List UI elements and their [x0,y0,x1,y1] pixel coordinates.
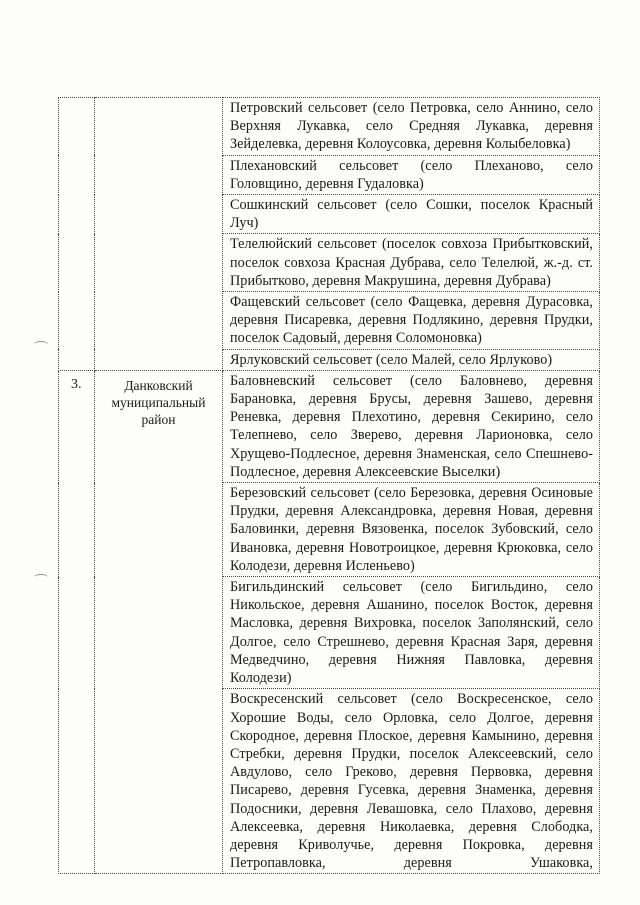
margin-mark [34,341,48,348]
council-cell-yarlukovsky: Ярлуковский сельсовет (село Малей, село Ярлуково) [223,349,600,370]
district-name: Данковский муниципальный район [95,370,223,873]
settlements-table [58,97,600,874]
council-cell-fashchevsky: Фащевский сельсовет (село Фащевка, деревня Дурасовка, деревня Писаревка, деревня Подлякино, деревня Прудки, поселок Садовый, деревня Соломоновка) [223,292,600,350]
district-number: 3. [59,370,95,873]
table-row [59,98,600,156]
council-cell-balovnevsky: Баловневский сельсовет (село Баловнево, деревня Барановка, деревня Брусы, деревня Зашево, деревня Реневка, деревня Плехотино, деревня Секирино, село Телепнево, село Зверево, деревня Ларионовка, село Хрущево-Подлесное, деревня Знаменская, село Спешнево-Подлесное, деревня Алексеевские Выселки) [223,370,600,482]
council-cell-soshkinsky: Сошкинский сельсовет (село Сошки, поселок Красный Луч) [223,195,600,234]
district-cell-empty [95,98,223,371]
margin-mark [34,574,48,581]
table-row [59,370,600,482]
council-cell-bigildinsky: Бигильдинский сельсовет (село Бигильдино, село Никольское, деревня Ашанино, поселок Восток, деревня Масловка, деревня Вихровка, поселок Заполянский, село Долгое, село Стрешнево, деревня Красная Заря, деревня Медведчино, деревня Нижняя Павловка, деревня Колодези) [223,577,600,689]
council-cell-teleluysky: Телелюйский сельсовет (поселок совхоза Прибытковский, поселок совхоза Красная Дубрава, село Телелюй, ж.-д. ст. Прибытково, деревня Макрушина, деревня Дубрава) [223,234,600,292]
number-cell-empty [59,98,95,371]
council-cell-plekhanovsky: Плехановский сельсовет (село Плеханово, село Головщино, деревня Гудаловка) [223,155,600,194]
council-cell-petrovsky: Петровский сельсовет (село Петровка, село Аннино, село Верхняя Лукавка, село Средняя Лукавка, деревня Зейделевка, деревня Колоусовка, деревня Колыбеловка) [223,98,600,156]
council-cell-berezovsky: Березовский сельсовет (село Березовка, деревня Осиновые Прудки, деревня Александровка, деревня Новая, деревня Баловинки, деревня Вязовенка, поселок Зубовский, село Ивановка, деревня Новотроицкое, деревня Крюковка, село Колодези, деревня Исленьево) [223,483,600,577]
council-cell-voskresensky: Воскресенский сельсовет (село Воскресенское, село Хорошие Воды, село Орловка, село Долгое, деревня Скородное, деревня Плоское, деревня Камынино, деревня Стребки, деревня Прудки, поселок Алексеевский, село Авдулово, село Греково, деревня Первовка, деревня Писарево, деревня Гусевка, деревня Знаменка, деревня Подосники, деревня Левашовка, село Плахово, деревня Алексеевка, деревня Николаевка, деревня Слободка, деревня Криволучье, деревня Покровка, деревня Петропавловка, деревня Ушаковка, [223,689,600,874]
